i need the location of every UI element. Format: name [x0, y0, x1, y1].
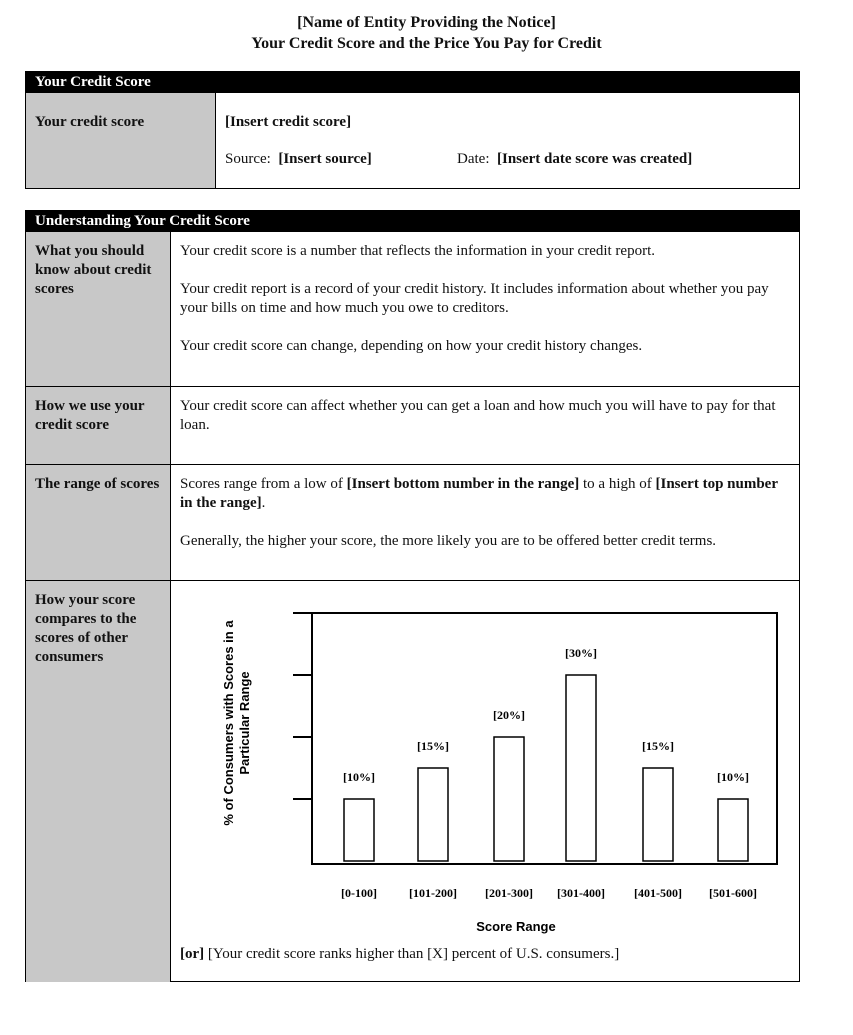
paragraph: Your credit score can change, depending on how your credit history changes.	[180, 338, 643, 354]
credit-score-value: [Insert credit score]	[225, 114, 352, 130]
x-axis-label: Score Range	[476, 919, 556, 934]
range-suffix: .	[261, 495, 266, 511]
range-prefix: Scores range from a low of	[180, 476, 347, 492]
paragraph: Your credit score is a number that reflects the information in your credit report.	[180, 243, 655, 259]
comparison-content	[171, 581, 799, 982]
date-value: [Insert date score was created]	[496, 151, 693, 167]
category-label: [201-300]	[485, 886, 533, 900]
category-label: [301-400]	[557, 886, 605, 900]
row-content	[171, 232, 799, 386]
y-axis-label-line1: % of Consumers with Scores in a	[221, 620, 236, 826]
understanding-heading: Understanding Your Credit Score	[26, 211, 799, 232]
credit-score-heading: Your Credit Score	[26, 72, 799, 93]
bar	[418, 768, 448, 861]
paragraph: Your credit report is a record of your credit history. It includes information about whether you pay your bills on time and how much you owe to creditors.	[180, 281, 769, 316]
range-paragraph	[180, 475, 790, 513]
paragraph: Your credit score can affect whether you can get a loan and how much you will have to pay for that loan.	[180, 398, 776, 433]
credit-score-row	[26, 93, 799, 188]
comparison-footer	[180, 945, 619, 964]
y-axis-label-line2: Particular Range	[237, 671, 252, 775]
percentile-text: [Your credit score ranks higher than [X] percent of U.S. consumers.]	[204, 946, 620, 962]
data-label: [20%]	[493, 708, 525, 722]
bar	[344, 799, 374, 861]
data-label: [10%]	[717, 770, 749, 784]
data-label: [15%]	[642, 739, 674, 753]
paragraph: Generally, the higher your score, the more likely you are to be offered better credit terms.	[180, 533, 717, 549]
data-label: [15%]	[417, 739, 449, 753]
notice-title: Your Credit Score and the Price You Pay for Credit	[251, 35, 602, 52]
range-low: [Insert bottom number in the range]	[346, 476, 580, 492]
entity-name-title: [Name of Entity Providing the Notice]	[297, 14, 556, 31]
info-row-comparison	[26, 580, 799, 982]
score-distribution-chart	[171, 581, 800, 941]
info-row-range	[26, 464, 799, 580]
or-label: [or]	[180, 946, 205, 962]
bar	[566, 675, 596, 861]
category-label: [401-500]	[634, 886, 682, 900]
bar	[718, 799, 748, 861]
row-label: The range of scores	[26, 465, 171, 580]
source-label: Source:	[225, 151, 271, 167]
data-label: [10%]	[343, 770, 375, 784]
row-label: What you should know about credit scores	[26, 232, 171, 386]
row-label: How we use your credit score	[26, 387, 171, 464]
date-label: Date:	[457, 151, 490, 167]
source-value: [Insert source]	[278, 151, 372, 167]
category-label: [501-600]	[709, 886, 757, 900]
data-label: [30%]	[565, 646, 597, 660]
bar	[494, 737, 524, 861]
info-row-what-to-know	[26, 232, 799, 386]
credit-score-content	[216, 93, 799, 188]
range-mid: to a high of	[579, 476, 656, 492]
row-label: How your score compares to the scores of other consumers	[26, 581, 171, 982]
plot-frame	[312, 613, 777, 864]
understanding-section	[25, 210, 800, 982]
bar	[643, 768, 673, 861]
info-row-how-we-use	[26, 386, 799, 464]
category-label: [101-200]	[409, 886, 457, 900]
credit-score-section	[25, 71, 800, 189]
row-content	[171, 387, 799, 464]
credit-score-label: Your credit score	[26, 93, 216, 188]
range-high: [Insert top number in the range]	[180, 476, 778, 511]
row-content	[171, 465, 799, 580]
category-label: [0-100]	[341, 886, 377, 900]
